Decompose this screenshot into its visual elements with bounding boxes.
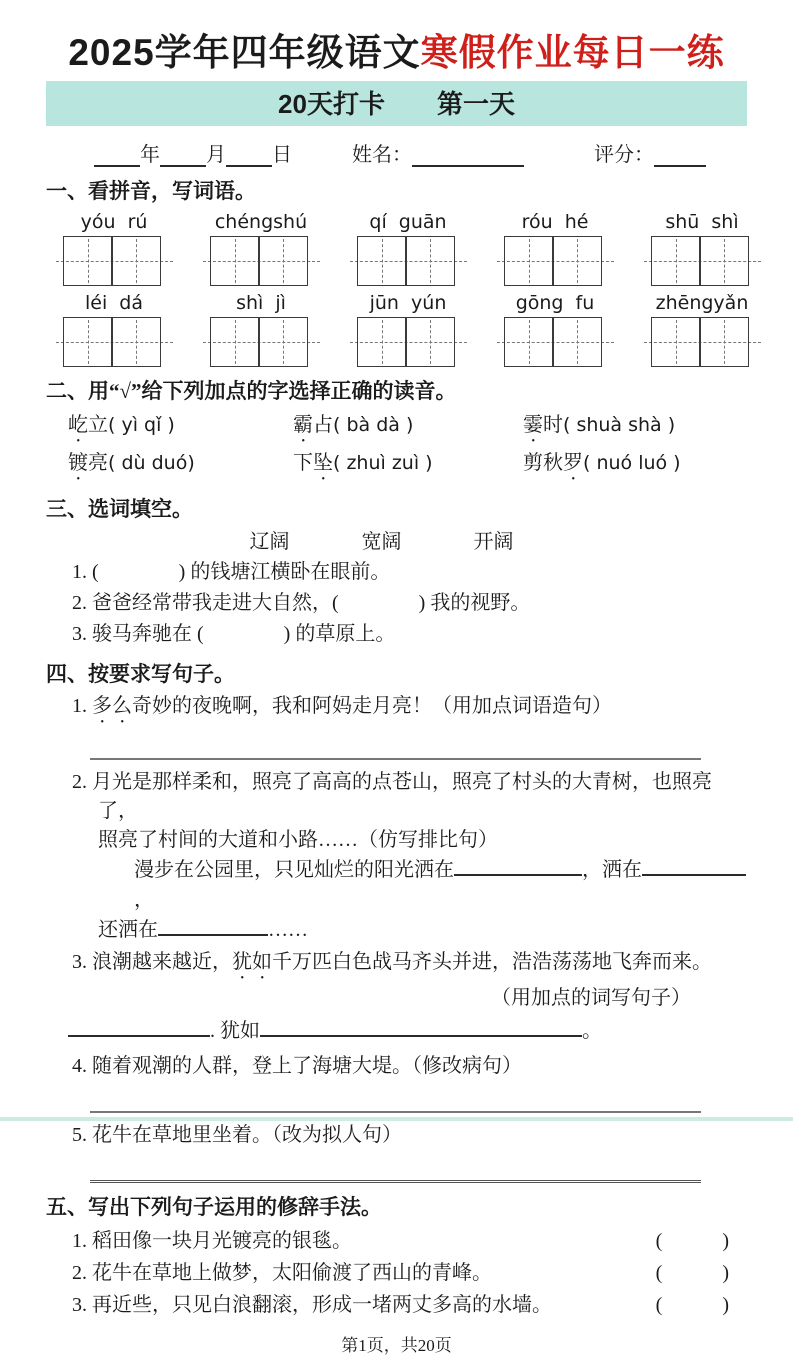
pinyin-label: qí guān: [369, 211, 447, 234]
section1-heading: 一、看拼音，写词语。: [46, 179, 256, 204]
fill-blank: [454, 874, 582, 876]
pron-options: ( bà dà ): [333, 414, 414, 437]
pinyin-group: [503, 290, 607, 367]
answer-line: [90, 1158, 701, 1183]
pron-options: ( dù duó): [108, 452, 195, 475]
writing-grid-pair: [210, 236, 313, 286]
writing-grid-cell: [504, 317, 554, 367]
fill-blank-item: 2. 爸爸经常带我走进大自然，( ) 我的视野。: [72, 592, 531, 615]
answer-line: [90, 736, 701, 760]
sentence-item-2-fill-line-1: 漫步在公园里，只见灿烂的阳光洒在 ，洒在，: [46, 855, 747, 915]
month-label: 月: [206, 144, 226, 167]
day-banner: 20天打卡 第一天: [46, 81, 747, 126]
score-blank: [654, 165, 706, 167]
writing-grid-cell: [111, 236, 161, 286]
writing-grid-cell: [357, 236, 407, 286]
dotted-char: 镀: [68, 452, 88, 475]
pinyin-grid-row-1: [62, 209, 754, 286]
answer-paren: ( ): [655, 1262, 729, 1285]
dotted-char: 罗: [563, 452, 583, 475]
date-name-score-line: [94, 138, 747, 167]
writing-grid-pair: [63, 317, 166, 367]
pinyin-label: gōng fu: [515, 292, 595, 315]
pinyin-label: shì jì: [236, 292, 286, 315]
pinyin-group: [356, 290, 460, 367]
day-label: 日: [272, 144, 292, 167]
page-title: [46, 30, 747, 76]
writing-grid-pair: [210, 317, 313, 367]
sentence-item-5: 5. 花牛在草地里坐着。（改为拟人句）: [72, 1124, 402, 1147]
writing-grid-pair: [504, 317, 607, 367]
writing-grid-pair: [357, 317, 460, 367]
fill-blank: [68, 1035, 210, 1037]
pinyin-grid-row-2: [62, 290, 754, 367]
page-number: 第1页，共20页: [341, 1336, 452, 1356]
score-label: 评分：: [594, 144, 654, 167]
writing-grid-pair: [63, 236, 166, 286]
section2-heading: 二、用“√”给下列加点的字选择正确的读音。: [46, 379, 457, 404]
dotted-char: 坠: [313, 452, 333, 475]
sentence-item-3-answer-row: . 犹如 。: [68, 1016, 747, 1046]
pronunciation-choice-grid: [68, 409, 747, 485]
dotted-char: 霎: [523, 414, 543, 437]
pron-options: ( nuó luó ): [583, 452, 681, 475]
year-label: 年: [140, 144, 160, 167]
writing-grid-pair: [651, 236, 754, 286]
fill-blank-item: 3. 骏马奔驰在 ( ) 的草原上。: [72, 623, 396, 646]
word-bank-item: 宽阔: [361, 531, 402, 554]
writing-grid-cell: [504, 236, 554, 286]
writing-grid-cell: [699, 236, 749, 286]
answer-paren: ( ): [655, 1294, 729, 1317]
writing-grid-cell: [552, 236, 602, 286]
writing-grid-pair: [651, 317, 754, 367]
pinyin-label: léi dá: [84, 292, 144, 315]
writing-grid-cell: [357, 317, 407, 367]
pron-options: ( zhuì zuì ): [333, 452, 433, 475]
dotted-char: 屹: [68, 414, 88, 437]
writing-grid-cell: [405, 317, 455, 367]
dotted-word: 多么: [92, 695, 132, 718]
word-bank-item: 辽阔: [249, 531, 290, 554]
writing-grid-pair: [357, 236, 460, 286]
pinyin-label: yóu rú: [80, 211, 148, 234]
writing-grid-pair: [504, 236, 607, 286]
name-blank: [412, 165, 524, 167]
fill-blank: [642, 874, 746, 876]
writing-grid-cell: [63, 317, 113, 367]
fill-blank: [260, 1035, 582, 1037]
section3-heading: 三、选词填空。: [46, 497, 193, 522]
rhetoric-item: 3. 再近些，只见白浪翻滚，形成一堵两丈多高的水墙。 ( ): [72, 1289, 747, 1321]
sentence-item-3-note: （用加点的词写句子）: [491, 987, 691, 1010]
writing-grid-cell: [651, 317, 701, 367]
name-label: 姓名：: [352, 144, 412, 167]
writing-grid-cell: [63, 236, 113, 286]
pinyin-label: jūn yún: [369, 292, 447, 315]
pinyin-group: [209, 209, 313, 286]
dotted-word: 犹如: [232, 951, 272, 974]
rhetoric-item: 2. 花牛在草地上做梦，太阳偷渡了西山的青峰。 ( ): [72, 1257, 747, 1289]
pron-item: 霎时( shuà shà ): [523, 414, 676, 437]
pinyin-group: [650, 290, 754, 367]
title-black-part: 2025学年四年级语文: [68, 32, 421, 73]
pron-item: 剪秋罗( nuó luó ): [523, 452, 681, 475]
pron-options: ( yì qǐ ): [108, 414, 175, 437]
pron-options: ( shuà shà ): [563, 414, 676, 437]
writing-grid-cell: [210, 236, 260, 286]
sentence-item-2: 2. 月光是那样柔和，照亮了高高的点苍山，照亮了村头的大青树，也照亮了，: [72, 771, 712, 823]
sentence-item-3: 3. 浪潮越来越近，犹如千万匹白色战马齐头并进，浩浩荡荡地飞奔而来。: [72, 951, 712, 974]
pron-item: 镀亮( dù duó): [68, 452, 195, 475]
pron-item: 屹立( yì qǐ ): [68, 414, 175, 437]
pinyin-group: [650, 209, 754, 286]
pinyin-label: shū shì: [665, 211, 739, 234]
pinyin-label: zhēngyǎn: [655, 292, 749, 315]
sentence-item-2-fill-line-2: 还洒在 ……: [98, 919, 308, 942]
sentence-item-1: 1. 多么奇妙的夜晚啊，我和阿妈走月亮！（用加点词语造句）: [72, 695, 612, 718]
rhetoric-item: 1. 稻田像一块月光镀亮的银毯。 ( ): [72, 1225, 747, 1257]
pinyin-group: [356, 209, 460, 286]
title-red-part: 寒假作业每日一练: [420, 32, 725, 73]
word-bank-item: 开阔: [473, 531, 514, 554]
section4-heading: 四、按要求写句子。: [46, 662, 235, 687]
pinyin-group: [209, 290, 313, 367]
writing-grid-cell: [552, 317, 602, 367]
bottom-accent-strip: [0, 1117, 793, 1121]
pinyin-group: [503, 209, 607, 286]
writing-grid-cell: [699, 317, 749, 367]
dotted-char: 霸: [293, 414, 313, 437]
pron-item: 下坠( zhuì zuì ): [293, 452, 433, 475]
pinyin-group: [62, 209, 166, 286]
sentence-item-4: 4. 随着观潮的人群，登上了海塘大堤。（修改病句）: [72, 1055, 522, 1078]
section5-heading: 五、写出下列句子运用的修辞手法。: [46, 1195, 382, 1220]
writing-grid-cell: [111, 317, 161, 367]
pron-item: 霸占( bà dà ): [293, 414, 414, 437]
day-blank: [226, 165, 272, 167]
fill-blank: [158, 934, 268, 936]
year-blank: [94, 165, 140, 167]
word-bank: [46, 527, 717, 557]
answer-paren: ( ): [655, 1230, 729, 1253]
writing-grid-cell: [258, 317, 308, 367]
writing-grid-cell: [405, 236, 455, 286]
sentence-item-2-cont: 照亮了村间的大道和小路……（仿写排比句）: [98, 829, 498, 852]
month-blank: [160, 165, 206, 167]
pinyin-label: róu hé: [521, 211, 589, 234]
answer-line: [90, 1089, 701, 1113]
pinyin-group: [62, 290, 166, 367]
writing-grid-cell: [651, 236, 701, 286]
fill-blank-item: 1. ( ) 的钱塘江横卧在眼前。: [72, 561, 391, 584]
writing-grid-cell: [210, 317, 260, 367]
writing-grid-cell: [258, 236, 308, 286]
pinyin-label: chéngshú: [214, 211, 308, 234]
